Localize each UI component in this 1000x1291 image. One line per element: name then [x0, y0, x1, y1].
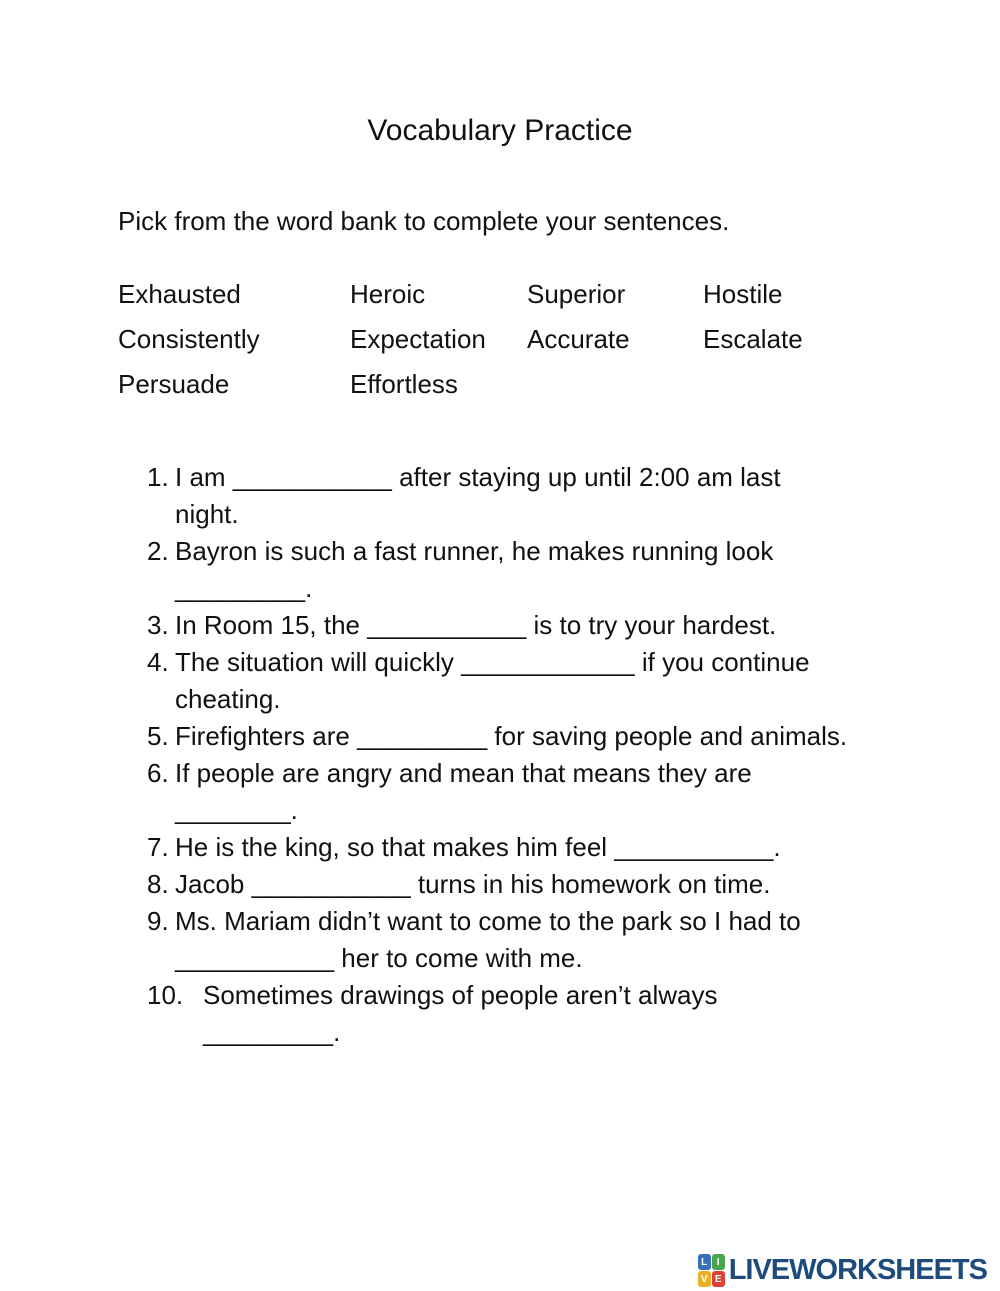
question-line: night. [175, 499, 239, 529]
instruction-text: Pick from the word bank to complete your sentences. [118, 206, 730, 236]
logo-square-e: E [712, 1271, 725, 1287]
logo-square-i: I [712, 1254, 725, 1270]
question-text [175, 866, 937, 903]
question-number: 1. [147, 462, 169, 492]
question-line: He is the king, so that makes him feel ___________. [175, 832, 781, 862]
word-bank-word: Exhausted [118, 279, 241, 309]
question-line: _________. [175, 573, 313, 603]
word-bank-word: Hostile [703, 279, 783, 309]
question-text [175, 533, 937, 607]
question-item-2 [147, 533, 937, 607]
question-list [147, 459, 937, 1051]
question-line: In Room 15, the ___________ is to try your hardest. [175, 610, 777, 640]
question-text [175, 607, 937, 644]
question-number: 10. [147, 980, 184, 1010]
question-text [175, 829, 937, 866]
word-bank-word: Consistently [118, 324, 260, 354]
question-number: 7. [147, 832, 169, 862]
question-item-4 [147, 644, 937, 718]
word-bank-word: Persuade [118, 369, 230, 399]
question-item-6 [147, 755, 937, 829]
question-item-5 [147, 718, 937, 755]
question-item-8 [147, 866, 937, 903]
logo-square-l: L [698, 1254, 711, 1270]
question-line: _________. [203, 1017, 341, 1047]
question-number: 5. [147, 721, 169, 751]
question-line: ___________ her to come with me. [175, 943, 583, 973]
question-line: ________. [175, 795, 298, 825]
word-bank-row [118, 317, 1000, 362]
word-bank [118, 272, 1000, 407]
question-item-1 [147, 459, 937, 533]
question-number: 2. [147, 536, 169, 566]
word-bank-word: Expectation [350, 324, 486, 354]
liveworksheets-logo[interactable] [698, 1254, 987, 1287]
liveworksheets-grid-icon [698, 1254, 725, 1287]
question-text [175, 459, 937, 533]
question-line: Ms. Mariam didn’t want to come to the park so I had to [175, 906, 801, 936]
liveworksheets-wordmark: LIVEWORKSHEETS [728, 1254, 987, 1286]
word-bank-word: Accurate [527, 324, 630, 354]
word-bank-word: Escalate [703, 324, 803, 354]
word-bank-word: Heroic [350, 279, 426, 309]
question-line: If people are angry and mean that means they are [175, 758, 752, 788]
logo-square-v: V [698, 1271, 711, 1287]
word-bank-row [118, 362, 1000, 407]
question-text [175, 718, 937, 755]
question-text [175, 903, 937, 977]
question-item-9 [147, 903, 937, 977]
question-line: The situation will quickly ____________ if you continue [175, 647, 810, 677]
question-number: 9. [147, 906, 169, 936]
question-text [203, 977, 937, 1051]
word-bank-row [118, 272, 1000, 317]
question-number: 4. [147, 647, 169, 677]
question-line: Jacob ___________ turns in his homework on time. [175, 869, 771, 899]
question-item-3 [147, 607, 937, 644]
question-line: Sometimes drawings of people aren’t always [203, 980, 718, 1010]
question-number: 3. [147, 610, 169, 640]
word-bank-word: Effortless [350, 369, 458, 399]
question-number: 8. [147, 869, 169, 899]
word-bank-word: Superior [527, 279, 626, 309]
question-line: I am ___________ after staying up until 2:00 am last [175, 462, 781, 492]
question-item-7 [147, 829, 937, 866]
question-line: cheating. [175, 684, 281, 714]
question-number: 6. [147, 758, 169, 788]
page-title: Vocabulary Practice [367, 114, 633, 147]
question-line: Firefighters are _________ for saving people and animals. [175, 721, 848, 751]
question-item-10 [147, 977, 937, 1051]
question-text [175, 755, 937, 829]
question-line: Bayron is such a fast runner, he makes running look [175, 536, 774, 566]
question-text [175, 644, 937, 718]
